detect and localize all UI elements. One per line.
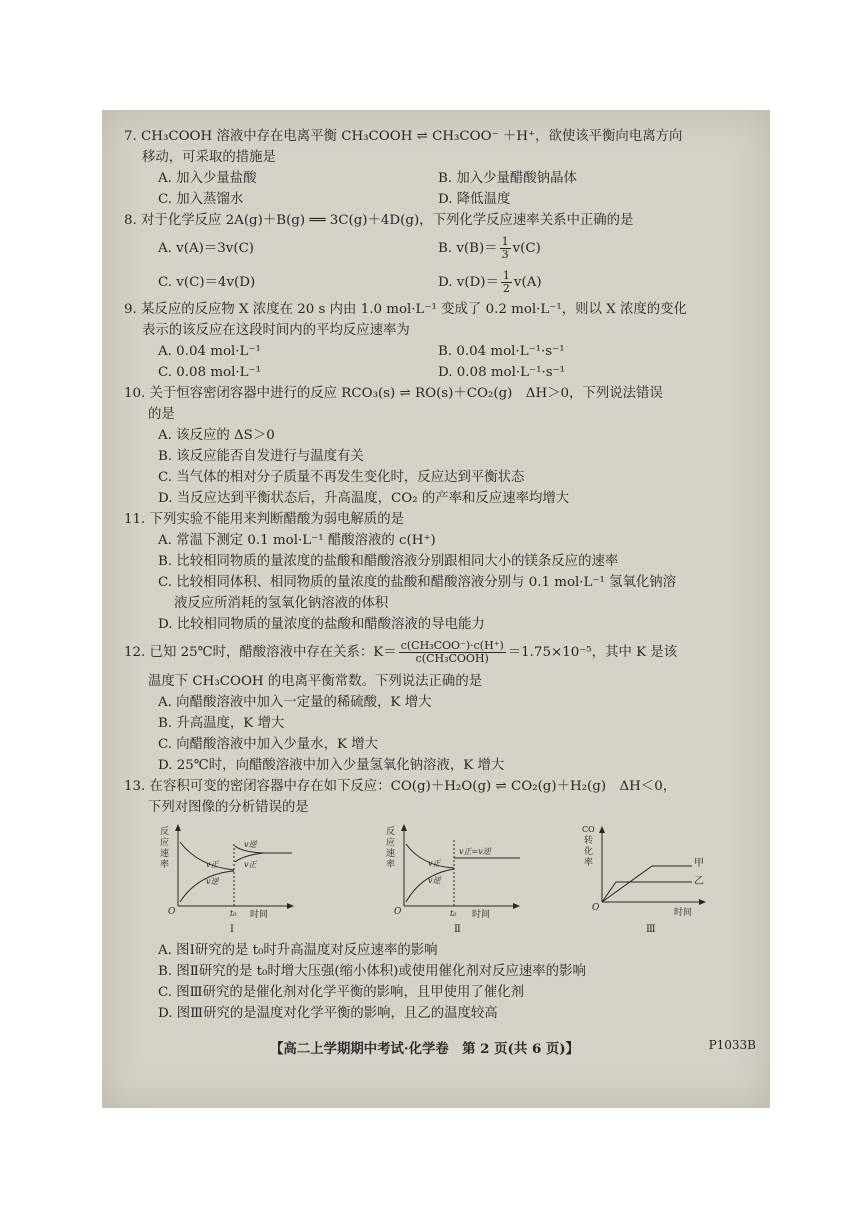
q8-option-b-post: v(C) (512, 240, 541, 256)
q13-stem-line1: 13. 在容积可变的密闭容器中存在如下反应：CO(g)＋H₂O(g) ⇌ CO₂(g)＋H₂(g) ΔH＜0， (124, 779, 677, 794)
q7-stem-line1: 7. CH₃COOH 溶液中存在电离平衡 CH₃COOH ⇌ CH₃COO⁻ ＋H⁺，欲使该平衡向电离方向 (124, 129, 683, 144)
q9-option-a: A. 0.04 mol·L⁻¹ (158, 344, 261, 359)
graph2-t0: t₀ (450, 909, 457, 918)
q13-option-a: A. 图Ⅰ研究的是 t₀时升高温度对反应速率的影响 (158, 943, 438, 958)
q13-graphs (124, 822, 764, 934)
graph2-ylabel-2: 应 (386, 838, 396, 848)
q10-option-a: A. 该反应的 ΔS＞0 (158, 428, 275, 443)
q11-option-d: D. 比较相同物质的量浓度的盐酸和醋酸溶液的导电能力 (158, 617, 485, 632)
q8-d-denominator: 2 (502, 281, 510, 295)
graph1-label-v-zheng: v正 (206, 860, 219, 869)
q11-option-c-line1: C. 比较相同体积、相同物质的量浓度的盐酸和醋酸溶液分别与 0.1 mol·L⁻¹ 氢氧化钠溶 (158, 575, 677, 590)
q8-option-b-fraction (500, 236, 511, 261)
graph2-origin: O (394, 907, 402, 917)
graph2-label-v-eq: v正=v逆 (459, 847, 491, 856)
q8-stem: 8. 对于化学反应 2A(g)＋B(g) ══ 3C(g)＋4D(g)，下列化学反应速率关系中正确的是 (124, 213, 634, 228)
q12-denominator: c(CH₃COOH) (415, 652, 489, 665)
graph3-ylabel-3: 率 (584, 858, 594, 868)
q10-option-c: C. 当气体的相对分子质量不再发生变化时，反应达到平衡状态 (158, 470, 525, 485)
graph2-label-v-zheng: v正 (428, 859, 441, 868)
graph-1 (158, 822, 338, 934)
q11-option-b: B. 比较相同物质的量浓度的盐酸和醋酸溶液分别跟相同大小的镁条反应的速率 (158, 554, 619, 569)
q13-option-c: C. 图Ⅲ研究的是催化剂对化学平衡的影响，且甲使用了催化剂 (158, 985, 524, 1000)
q8-option-d (434, 270, 744, 295)
graph1-xlabel: 时间 (250, 910, 269, 920)
q11-option-c-line2: 液反应所消耗的氢氧化钠溶液的体积 (174, 596, 389, 611)
graph3-x-arrow (699, 899, 706, 905)
graph1-label-v-ni-2: v逆 (244, 840, 257, 849)
q8-option-d-fraction (501, 270, 512, 295)
graph1-x-arrow (287, 903, 294, 909)
graph2-ylabel-3: 速 (386, 849, 396, 859)
q7-option-d: D. 降低温度 (438, 192, 511, 207)
question-area (124, 126, 764, 1024)
q12-stem-line1 (124, 635, 764, 671)
q10-stem-line2: 的是 (148, 407, 175, 422)
exam-paper (102, 110, 770, 1108)
q10-stem-line1: 10. 关于恒容密闭容器中进行的反应 RCO₃(s) ⇌ RO(s)＋CO₂(g) ΔH＞0，下列说法错误 (124, 386, 663, 401)
q12-post: ＝1.75×10⁻⁵，其中 K 是该 (507, 645, 678, 660)
q9-option-d: D. 0.08 mol·L⁻¹·s⁻¹ (438, 365, 566, 380)
q11-option-a: A. 常温下测定 0.1 mol·L⁻¹ 醋酸溶液的 c(H⁺) (158, 533, 436, 548)
graph3-curve-jia (602, 866, 692, 902)
q12-option-d: D. 25℃时，向醋酸溶液中加入少量氢氧化钠溶液，K 增大 (158, 758, 505, 773)
q8-option-b-pre: B. v(B)＝ (438, 240, 498, 256)
graph-3 (582, 822, 732, 934)
q8-option-a: A. v(A)＝3v(C) (158, 240, 255, 256)
q12-numerator: c(CH₃COO⁻)·c(H⁺) (400, 639, 504, 652)
graph3-ylabel-2: 化 (584, 847, 594, 857)
q12-option-c: C. 向醋酸溶液中加入少量水，K 增大 (158, 737, 379, 752)
q9-stem-line1: 9. 某反应的反应物 X 浓度在 20 s 内由 1.0 mol·L⁻¹ 变成了 0.2 mol·L⁻¹，则以 X 浓度的变化 (124, 302, 687, 317)
graph3-y-arrow (599, 826, 605, 833)
graph2-ylabel-1: 反 (386, 827, 396, 837)
q7-option-c: C. 加入蒸馏水 (158, 192, 244, 207)
graph3-roman: Ⅲ (646, 924, 656, 934)
graph1-ylabel-3: 速 (160, 849, 170, 859)
graph1-t0: t₀ (230, 909, 237, 918)
graph3-ylabel-0: CO (582, 825, 595, 834)
graph2-curve-v-ni (406, 869, 454, 902)
q12-option-b: B. 升高温度，K 增大 (158, 716, 285, 731)
graph3-ylabel-1: 转 (584, 836, 594, 846)
graph2-y-arrow (401, 824, 407, 831)
graph1-ylabel-1: 反 (160, 827, 170, 837)
q13-option-d: D. 图Ⅲ研究的是温度对化学平衡的影响，且乙的温度较高 (158, 1006, 498, 1021)
footer-code: P1033B (708, 1038, 756, 1052)
q8-option-b (434, 236, 744, 261)
q13-option-b: B. 图Ⅱ研究的是 t₀时增大压强(缩小体积)或使用催化剂对反应速率的影响 (158, 964, 586, 979)
footer-title: 【高二上学期期中考试·化学卷 第 2 页(共 6 页)】 (270, 1041, 580, 1057)
q9-option-b: B. 0.04 mol·L⁻¹·s⁻¹ (438, 344, 565, 359)
q8-b-denominator: 3 (501, 247, 509, 261)
q13-stem-line2: 下列对图像的分析错误的是 (148, 800, 309, 815)
graph2-x-arrow (513, 903, 520, 909)
graph2-label-v-ni: v逆 (428, 876, 441, 885)
graph1-label-v-ni: v逆 (206, 877, 219, 886)
q8-option-d-post: v(A) (513, 274, 542, 290)
q8-option-c: C. v(C)＝4v(D) (158, 274, 256, 290)
graph3-origin: O (592, 903, 600, 913)
graph1-roman: Ⅰ (230, 924, 234, 934)
graph3-label-yi: 乙 (694, 876, 704, 887)
q12-pre: 12. 已知 25℃时，醋酸溶液中存在关系：K＝ (124, 645, 397, 660)
graph1-curve-v-ni (180, 871, 234, 902)
q10-option-d: D. 当反应达到平衡状态后，升高温度，CO₂ 的产率和反应速率均增大 (158, 491, 570, 506)
q8-option-d-pre: D. v(D)＝ (438, 274, 499, 290)
graph3-label-jia: 甲 (694, 858, 704, 869)
graph1-label-v-zheng-2: v正 (244, 860, 257, 869)
q12-option-a: A. 向醋酸溶液中加入一定量的稀硫酸，K 增大 (158, 695, 432, 710)
graph2-roman: Ⅱ (454, 924, 461, 934)
graph3-xlabel: 时间 (674, 908, 693, 918)
graph-2 (384, 822, 564, 934)
graph2-xlabel: 时间 (472, 910, 491, 920)
q7-option-b: B. 加入少量醋酸钠晶体 (438, 171, 577, 186)
q12-fraction (399, 640, 506, 665)
q9-stem-line2: 表示的该反应在这段时间内的平均反应速率为 (142, 323, 410, 338)
q10-option-b: B. 该反应能否自发进行与温度有关 (158, 449, 364, 464)
q11-stem: 11. 下列实验不能用来判断醋酸为弱电解质的是 (124, 512, 404, 527)
graph2-ylabel-4: 率 (386, 860, 396, 870)
q12-stem-line2: 温度下 CH₃COOH 的电离平衡常数。下列说法正确的是 (148, 674, 483, 689)
q8-b-numerator: 1 (501, 234, 509, 248)
graph1-origin: O (168, 907, 176, 917)
q8-d-numerator: 1 (502, 268, 510, 282)
graph1-ylabel-4: 率 (160, 860, 170, 870)
q7-stem-line2: 移动，可采取的措施是 (142, 150, 276, 165)
q7-option-a: A. 加入少量盐酸 (158, 171, 257, 186)
graph1-y-arrow (175, 824, 181, 831)
q9-option-c: C. 0.08 mol·L⁻¹ (158, 365, 261, 380)
graph1-ylabel-2: 应 (160, 838, 170, 848)
